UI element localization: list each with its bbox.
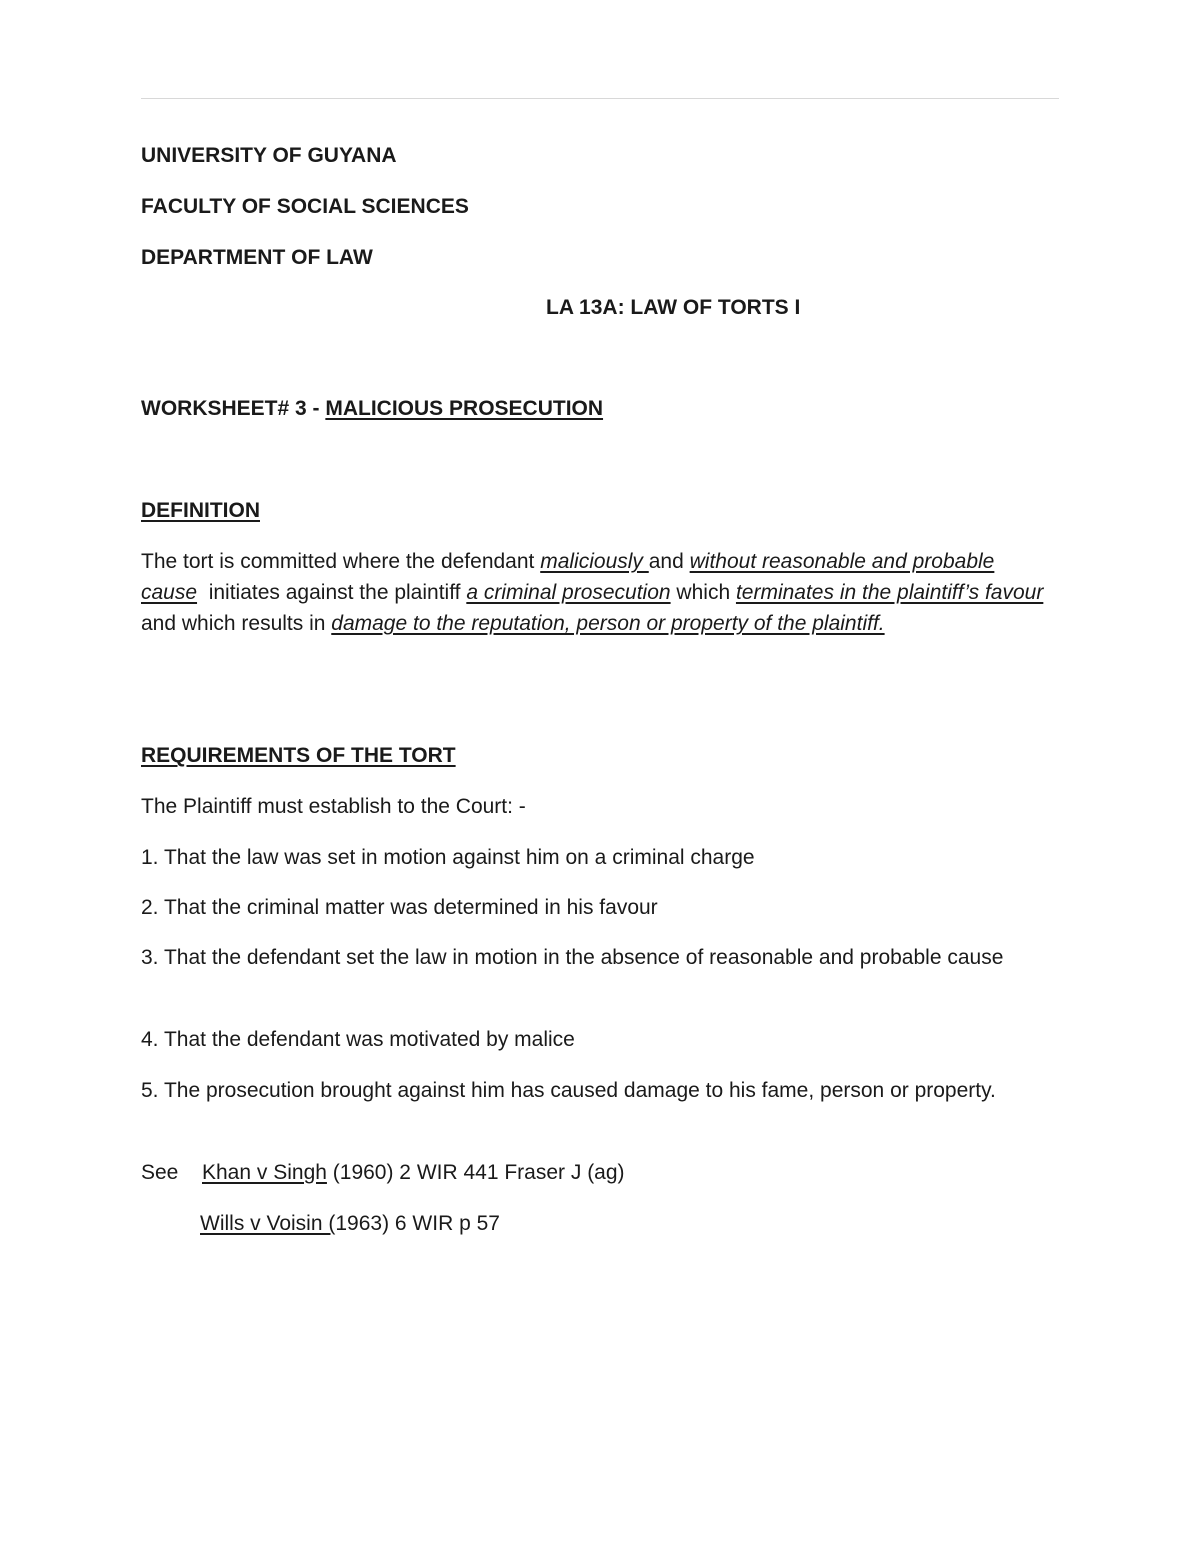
case-citation-1 (202, 1157, 625, 1188)
university-name: UNIVERSITY OF GUYANA (141, 144, 397, 167)
definition-emphasis: damage to the reputation, person or property of the plaintiff. (331, 612, 885, 635)
requirement-item: 4. That the defendant was motivated by malice (141, 1028, 575, 1051)
definition-text: and which results in (141, 612, 332, 635)
definition-text: and (648, 550, 690, 573)
definition-text: initiates against the plaintiff (197, 581, 467, 604)
requirements-intro: The Plaintiff must establish to the Court: - (141, 795, 526, 818)
definition-paragraph (141, 546, 1053, 639)
case-name: Khan v Singh (202, 1161, 327, 1184)
case-name: Wills v Voisin ( (200, 1212, 336, 1235)
requirement-item: 2. That the criminal matter was determined in his favour (141, 896, 658, 919)
definition-heading: DEFINITION (141, 499, 260, 522)
case-reference: 1963) 6 WIR p 57 (335, 1212, 500, 1235)
requirement-item: 3. That the defendant set the law in motion in the absence of reasonable and probable cause (141, 946, 1004, 969)
case-reference: (1960) 2 WIR 441 Fraser J (ag) (326, 1161, 625, 1184)
definition-text: which (670, 581, 736, 604)
worksheet-prefix: WORKSHEET# 3 - (141, 397, 326, 420)
faculty-name: FACULTY OF SOCIAL SCIENCES (141, 195, 469, 218)
definition-emphasis: a criminal prosecution (466, 581, 671, 604)
definition-emphasis: maliciously (540, 550, 649, 573)
see-label: See (141, 1161, 179, 1184)
case-citation-2 (200, 1208, 500, 1239)
course-title: LA 13A: LAW OF TORTS I (546, 296, 801, 319)
definition-emphasis: terminates in the plaintiff’s favour (735, 581, 1044, 604)
worksheet-topic: MALICIOUS PROSECUTION (325, 397, 604, 420)
requirements-heading: REQUIREMENTS OF THE TORT (141, 744, 456, 767)
requirement-item: 1. That the law was set in motion against him on a criminal charge (141, 846, 755, 869)
department-name: DEPARTMENT OF LAW (141, 246, 373, 269)
worksheet-title (141, 393, 603, 424)
definition-text: The tort is committed where the defendant (141, 550, 541, 573)
top-divider (141, 98, 1059, 99)
case-citation (141, 1157, 178, 1188)
definition-emphasis: without reasonable and probable cause (141, 550, 995, 604)
requirement-item: 5. The prosecution brought against him has caused damage to his fame, person or property. (141, 1079, 996, 1102)
